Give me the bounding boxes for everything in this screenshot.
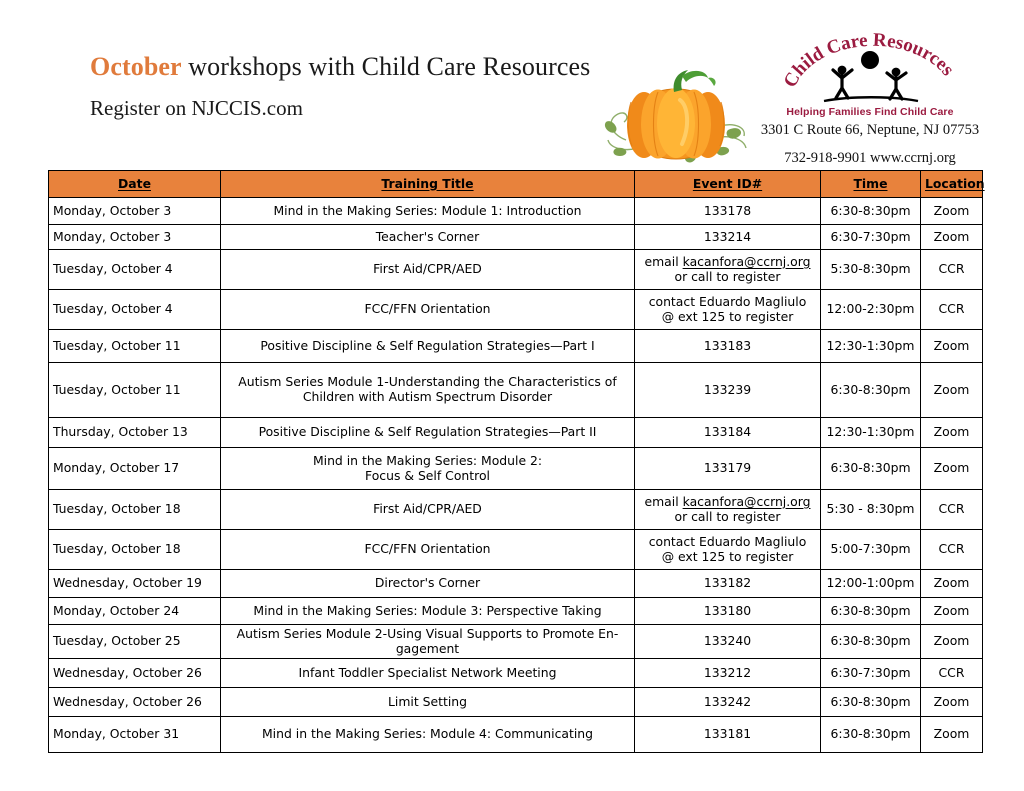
event-email-line bbox=[639, 495, 816, 510]
svg-text:Child Care Resources: Child Care Resources bbox=[780, 30, 959, 92]
cell-location: CCR bbox=[921, 290, 983, 330]
table-row bbox=[49, 250, 983, 290]
cell-date: Monday, October 3 bbox=[49, 225, 221, 250]
cell-training-title bbox=[221, 448, 635, 490]
title-month: October bbox=[90, 52, 182, 81]
cell-training-title: FCC/FFN Orientation bbox=[221, 290, 635, 330]
schedule-table bbox=[48, 170, 983, 753]
table-row bbox=[49, 330, 983, 363]
cell-event-id: 133184 bbox=[635, 418, 821, 448]
cell-event-id bbox=[635, 250, 821, 290]
cell-training-title: Infant Toddler Specialist Network Meeting bbox=[221, 659, 635, 688]
cell-training-title: Mind in the Making Series: Module 3: Perspective Taking bbox=[221, 598, 635, 625]
table-row bbox=[49, 598, 983, 625]
cell-location: CCR bbox=[921, 250, 983, 290]
cell-date: Thursday, October 13 bbox=[49, 418, 221, 448]
training-title-line-2: Focus & Self Control bbox=[365, 467, 490, 483]
cell-time: 6:30-7:30pm bbox=[821, 225, 921, 250]
column-header-training-title-label: Training Title bbox=[381, 175, 474, 191]
cell-location: Zoom bbox=[921, 418, 983, 448]
event-instruction-line-1: contact Eduardo Magliulo bbox=[648, 293, 807, 309]
column-header-location bbox=[921, 171, 983, 198]
cell-time: 12:30-1:30pm bbox=[821, 418, 921, 448]
cell-time: 6:30-8:30pm bbox=[821, 717, 921, 753]
cell-event-id: 133180 bbox=[635, 598, 821, 625]
table-row bbox=[49, 448, 983, 490]
cell-location: Zoom bbox=[921, 448, 983, 490]
cell-location: Zoom bbox=[921, 570, 983, 598]
cell-time: 6:30-8:30pm bbox=[821, 363, 921, 418]
email-link[interactable]: kacanfora@ccrnj.org bbox=[682, 253, 811, 269]
cell-location: Zoom bbox=[921, 688, 983, 717]
cell-date: Tuesday, October 4 bbox=[49, 250, 221, 290]
cell-event-id bbox=[635, 530, 821, 570]
training-title-line-2: Children with Autism Spectrum Disorder bbox=[302, 389, 553, 404]
cell-training-title: First Aid/CPR/AED bbox=[221, 490, 635, 530]
training-title-line-1: Autism Series Module 2-Using Visual Supports to Promote En- bbox=[236, 625, 619, 641]
cell-event-id: 133181 bbox=[635, 717, 821, 753]
cell-date: Monday, October 3 bbox=[49, 198, 221, 225]
cell-event-id: 133240 bbox=[635, 625, 821, 659]
table-row bbox=[49, 688, 983, 717]
cell-time: 12:30-1:30pm bbox=[821, 330, 921, 363]
cell-training-title: Limit Setting bbox=[221, 688, 635, 717]
cell-date: Tuesday, October 18 bbox=[49, 530, 221, 570]
training-title-line-2: gagement bbox=[395, 640, 460, 656]
table-row bbox=[49, 418, 983, 448]
email-link[interactable]: kacanfora@ccrnj.org bbox=[682, 493, 811, 509]
table-row bbox=[49, 290, 983, 330]
column-header-event-id-label: Event ID# bbox=[692, 175, 763, 191]
column-header-time-label: Time bbox=[853, 175, 888, 191]
cell-time: 5:30-8:30pm bbox=[821, 250, 921, 290]
cell-event-id: 133242 bbox=[635, 688, 821, 717]
event-email-line bbox=[639, 255, 816, 270]
event-instruction-line-2: @ ext 125 to register bbox=[661, 308, 794, 324]
cell-training-title: Teacher's Corner bbox=[221, 225, 635, 250]
page-title bbox=[90, 52, 590, 82]
cell-event-id: 133239 bbox=[635, 363, 821, 418]
cell-event-id bbox=[635, 490, 821, 530]
cell-training-title bbox=[221, 363, 635, 418]
column-header-time bbox=[821, 171, 921, 198]
table-row bbox=[49, 570, 983, 598]
cell-location: Zoom bbox=[921, 625, 983, 659]
event-email-prefix: email bbox=[644, 253, 683, 269]
cell-event-id: 133179 bbox=[635, 448, 821, 490]
cell-event-id: 133178 bbox=[635, 198, 821, 225]
cell-training-title: Positive Discipline & Self Regulation Strategies—Part II bbox=[221, 418, 635, 448]
cell-training-title: Positive Discipline & Self Regulation Strategies—Part I bbox=[221, 330, 635, 363]
cell-time: 6:30-8:30pm bbox=[821, 598, 921, 625]
cell-location: Zoom bbox=[921, 717, 983, 753]
column-header-location-label: Location bbox=[925, 175, 985, 191]
event-instruction-line-2: or call to register bbox=[674, 268, 781, 284]
cell-time: 6:30-8:30pm bbox=[821, 448, 921, 490]
cell-date: Tuesday, October 4 bbox=[49, 290, 221, 330]
table-row bbox=[49, 363, 983, 418]
table-row bbox=[49, 717, 983, 753]
cell-event-id: 133212 bbox=[635, 659, 821, 688]
logo-tagline: Helping Families Find Child Care bbox=[786, 106, 954, 118]
cell-location: CCR bbox=[921, 490, 983, 530]
training-title-line-1: Mind in the Making Series: Module 2: bbox=[312, 452, 543, 468]
title-block bbox=[90, 52, 590, 121]
cell-location: CCR bbox=[921, 530, 983, 570]
table-row bbox=[49, 659, 983, 688]
cell-training-title: First Aid/CPR/AED bbox=[221, 250, 635, 290]
pumpkin-icon bbox=[596, 52, 756, 170]
cell-date: Tuesday, October 11 bbox=[49, 330, 221, 363]
cell-location: Zoom bbox=[921, 598, 983, 625]
cell-event-id: 133183 bbox=[635, 330, 821, 363]
cell-date: Monday, October 17 bbox=[49, 448, 221, 490]
cell-time: 6:30-8:30pm bbox=[821, 625, 921, 659]
cell-time: 12:00-2:30pm bbox=[821, 290, 921, 330]
table-row bbox=[49, 490, 983, 530]
cell-date: Tuesday, October 25 bbox=[49, 625, 221, 659]
cell-date: Monday, October 31 bbox=[49, 717, 221, 753]
event-instruction-line-1: contact Eduardo Magliulo bbox=[648, 533, 807, 549]
cell-location: Zoom bbox=[921, 198, 983, 225]
logo-contact: 732-918-9901 www.ccrnj.org bbox=[784, 150, 956, 166]
title-rest: workshops with Child Care Resources bbox=[181, 52, 591, 81]
cell-event-id bbox=[635, 290, 821, 330]
table-row bbox=[49, 625, 983, 659]
table-header bbox=[49, 171, 983, 198]
table-row bbox=[49, 225, 983, 250]
event-instruction-line-2: or call to register bbox=[674, 508, 781, 524]
logo-address: 3301 C Route 66, Neptune, NJ 07753 bbox=[760, 122, 980, 138]
flyer-header bbox=[0, 0, 1024, 170]
cell-time: 5:30 - 8:30pm bbox=[821, 490, 921, 530]
logo-mark-icon bbox=[780, 30, 960, 108]
cell-date: Wednesday, October 26 bbox=[49, 688, 221, 717]
cell-training-title: Mind in the Making Series: Module 1: Introduction bbox=[221, 198, 635, 225]
table-header-row bbox=[49, 171, 983, 198]
column-header-training-title bbox=[221, 171, 635, 198]
cell-training-title: Director's Corner bbox=[221, 570, 635, 598]
cell-time: 6:30-7:30pm bbox=[821, 659, 921, 688]
cell-event-id: 133214 bbox=[635, 225, 821, 250]
cell-location: Zoom bbox=[921, 330, 983, 363]
schedule-table-wrapper bbox=[48, 170, 985, 753]
organization-logo bbox=[745, 30, 995, 167]
cell-time: 12:00-1:00pm bbox=[821, 570, 921, 598]
cell-location: Zoom bbox=[921, 363, 983, 418]
table-body bbox=[49, 198, 983, 753]
event-instruction-line-2: @ ext 125 to register bbox=[661, 548, 794, 564]
cell-event-id: 133182 bbox=[635, 570, 821, 598]
event-email-prefix: email bbox=[644, 493, 683, 509]
cell-time: 5:00-7:30pm bbox=[821, 530, 921, 570]
cell-location: Zoom bbox=[921, 225, 983, 250]
cell-time: 6:30-8:30pm bbox=[821, 198, 921, 225]
register-subtitle: Register on NJCCIS.com bbox=[90, 96, 303, 120]
cell-date: Tuesday, October 18 bbox=[49, 490, 221, 530]
cell-training-title bbox=[221, 625, 635, 659]
cell-date: Tuesday, October 11 bbox=[49, 363, 221, 418]
training-title-line-1: Autism Series Module 1-Understanding the Characteristics of bbox=[238, 374, 617, 390]
table-row bbox=[49, 530, 983, 570]
cell-time: 6:30-8:30pm bbox=[821, 688, 921, 717]
column-header-date bbox=[49, 171, 221, 198]
cell-date: Wednesday, October 26 bbox=[49, 659, 221, 688]
cell-date: Wednesday, October 19 bbox=[49, 570, 221, 598]
column-header-date-label: Date bbox=[118, 175, 151, 191]
table-row bbox=[49, 198, 983, 225]
cell-location: CCR bbox=[921, 659, 983, 688]
cell-training-title: Mind in the Making Series: Module 4: Communicating bbox=[221, 717, 635, 753]
cell-date: Monday, October 24 bbox=[49, 598, 221, 625]
cell-training-title: FCC/FFN Orientation bbox=[221, 530, 635, 570]
column-header-event-id bbox=[635, 171, 821, 198]
